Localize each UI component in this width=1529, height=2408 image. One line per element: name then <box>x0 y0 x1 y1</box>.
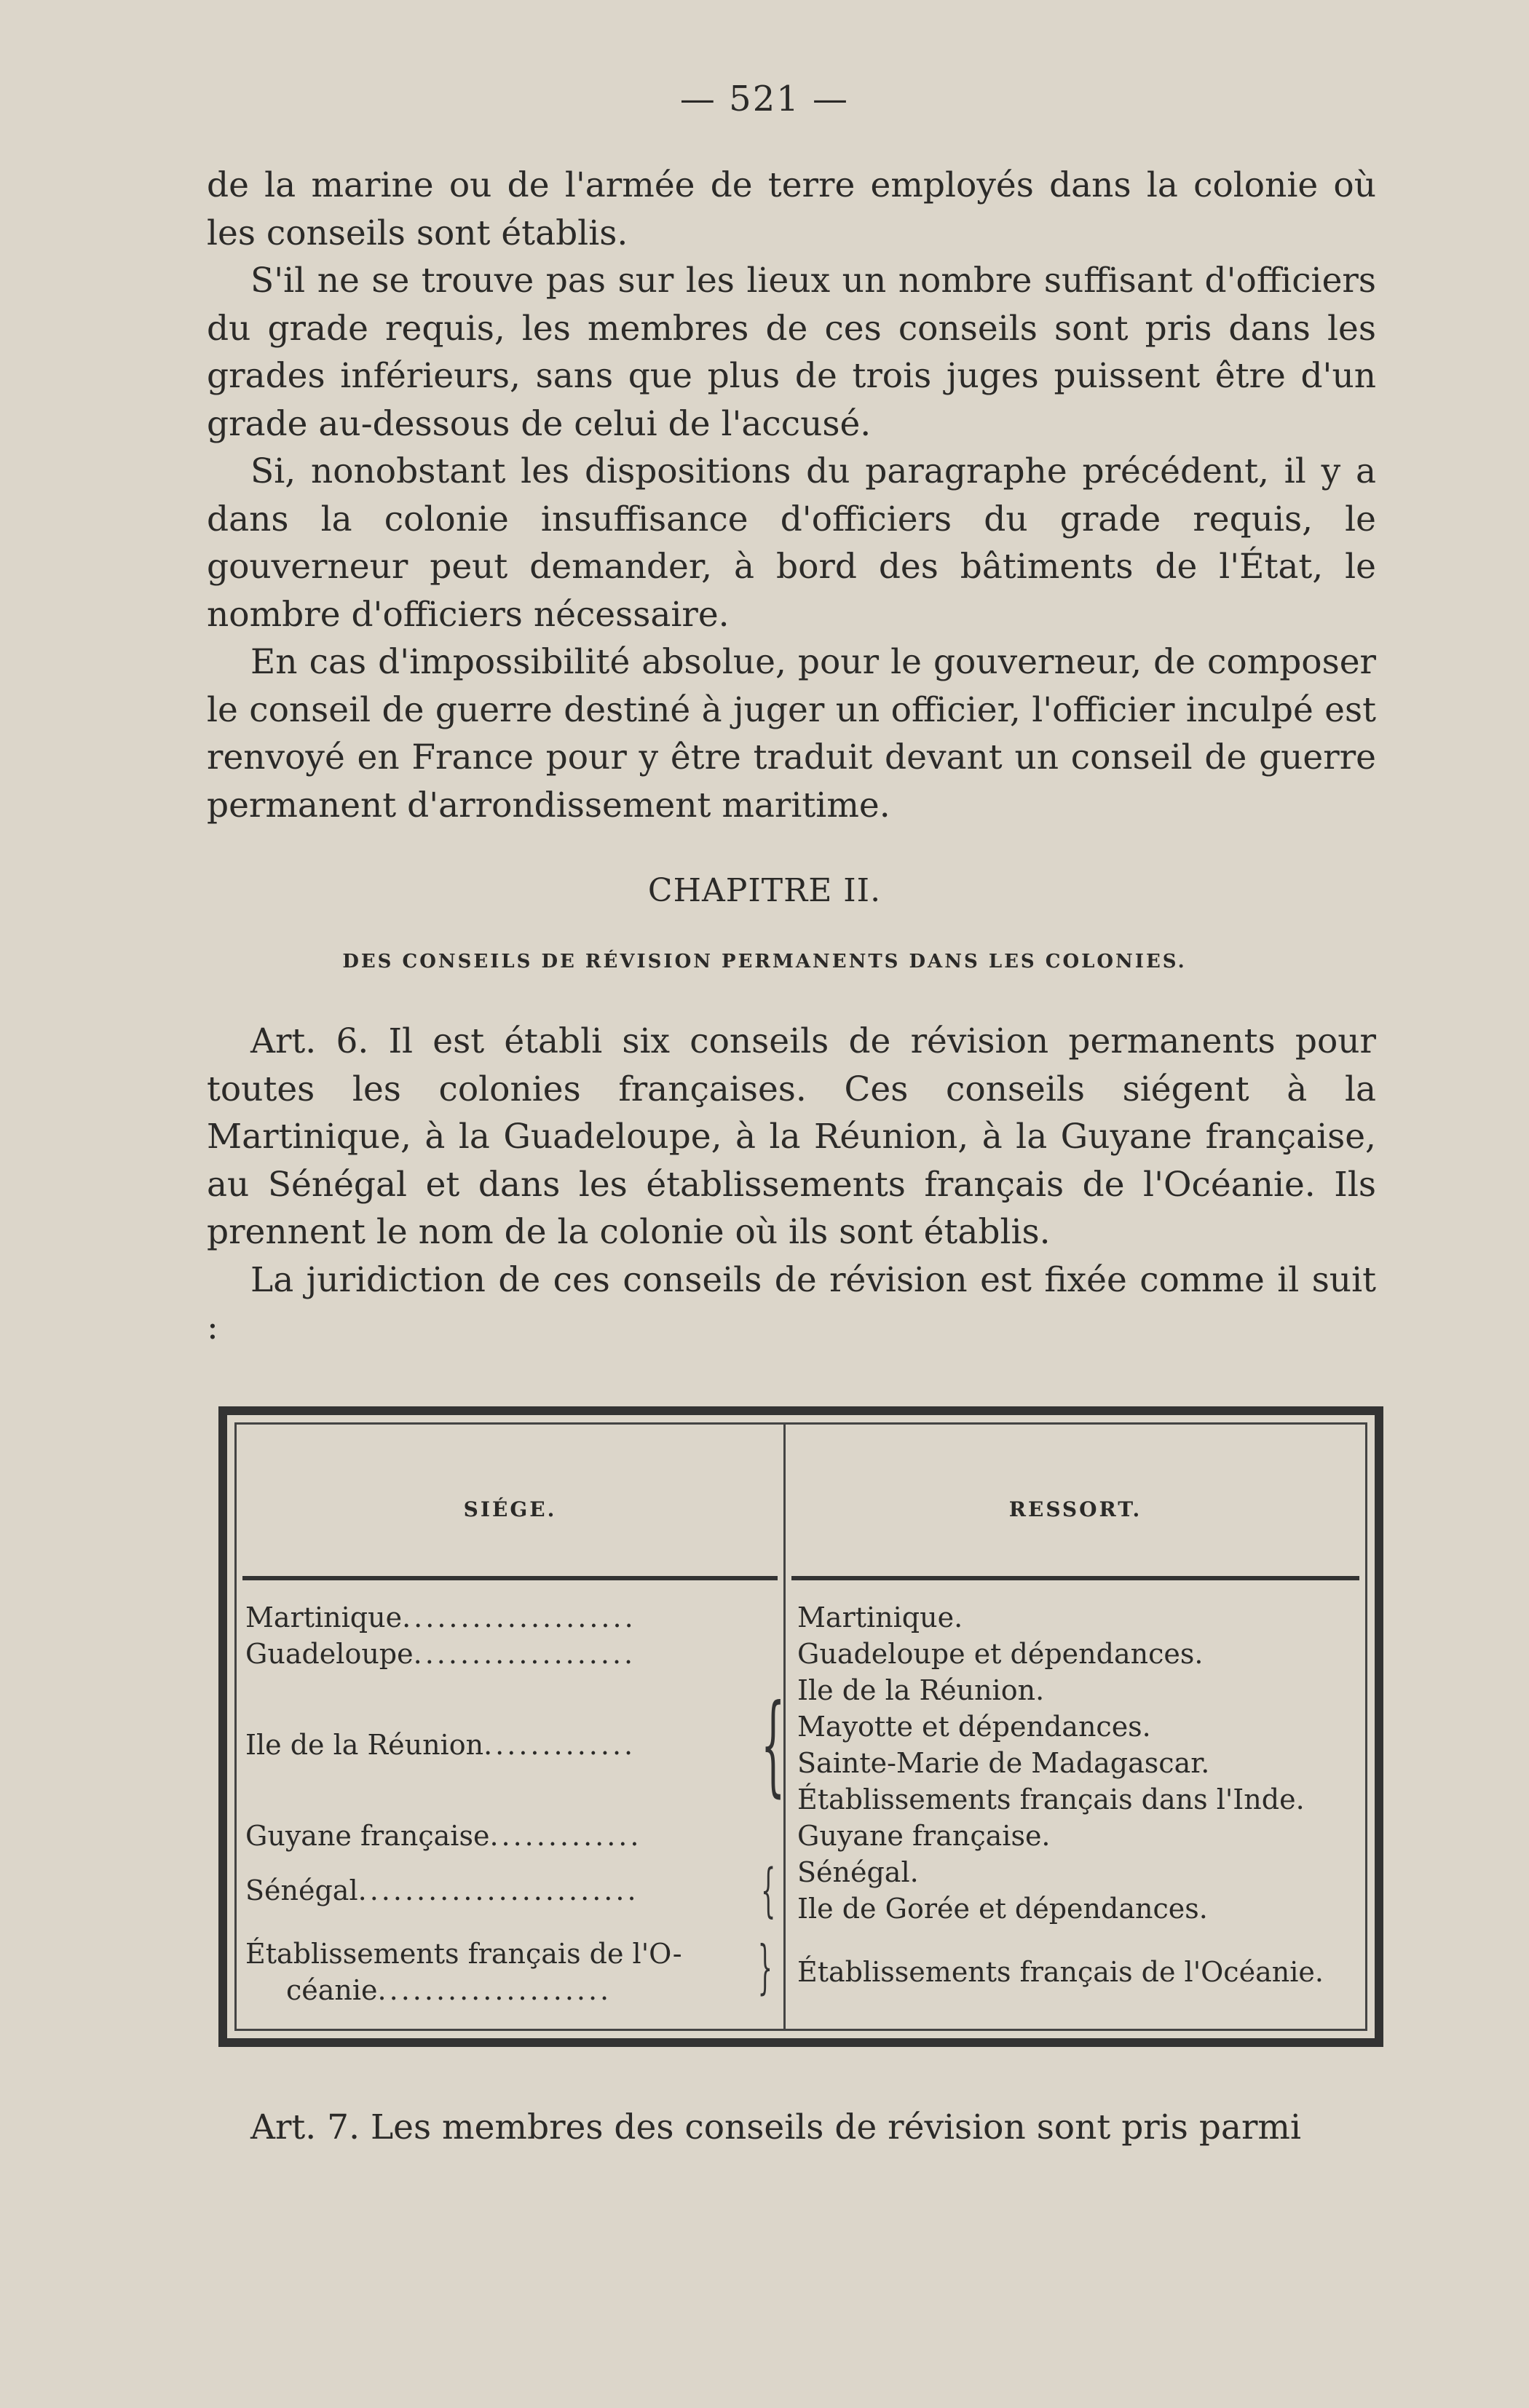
ressort-line: Sénégal. <box>797 1856 919 1888</box>
dot-leader: .................... <box>377 1974 612 2006</box>
brace-icon: { <box>761 1682 786 1808</box>
paragraph: S'il ne se trouve pas sur les lieux un nombre suffisant d'officiers du grade requis, les membres de ces conseils sont pris dans les grades inférieurs, sans que plus de trois juges puissent être d'un grade au-dessous de celui de l'accusé. <box>207 261 1376 444</box>
paragraph: de la marine ou de l'armée de terre employés dans la colonie où les conseils sont établis. <box>207 165 1376 253</box>
ressort-line: Guyane française. <box>797 1820 1051 1852</box>
chapter-subtitle: DES CONSEILS DE RÉVISION PERMANENTS DANS LES COLONIES. <box>342 951 1187 973</box>
siege-name: Ile de la Réunion <box>245 1729 484 1761</box>
ressort-cell <box>797 1599 1365 1636</box>
ressort-line: Martinique. <box>797 1601 963 1633</box>
table-row <box>237 1854 1365 1927</box>
paragraph: La juridiction de ces conseils de révision est fixée comme il suit : <box>207 1259 1376 1347</box>
brace-icon: { <box>761 1856 776 1924</box>
paragraph: Art. 7. Les membres des conseils de révision sont pris parmi <box>250 2107 1302 2147</box>
table-row <box>237 1672 1365 1818</box>
ressort-cell <box>797 1818 1365 1854</box>
dot-leader: .................... <box>402 1601 636 1633</box>
ressort-cell <box>797 1672 1365 1818</box>
siege-name: Guadeloupe <box>245 1638 414 1670</box>
siege-name-cont: céanie <box>286 1974 378 2006</box>
siege-name: Sénégal <box>245 1874 358 1906</box>
jurisdiction-table <box>218 1406 1383 2047</box>
header-rule-right <box>791 1576 1359 1580</box>
ressort-cell <box>797 1854 1365 1927</box>
ressort-line: Guadeloupe et dépendances. <box>797 1638 1204 1670</box>
ressort-cell <box>797 1636 1365 1672</box>
siege-cell <box>245 1599 770 1636</box>
siege-cell <box>245 1818 770 1854</box>
prose-block-1 <box>207 162 1376 829</box>
dot-leader: ........................ <box>357 1874 639 1906</box>
siege-name: Guyane française <box>245 1820 490 1852</box>
dot-leader: ............. <box>483 1729 636 1761</box>
prose-block-2 <box>207 1018 1376 1352</box>
ressort-line: Mayotte et dépendances. <box>797 1711 1151 1743</box>
siege-cell <box>245 1872 770 1909</box>
dot-leader: ................... <box>413 1638 636 1670</box>
siege-name-continued <box>245 1972 770 2008</box>
dot-leader: ............. <box>489 1820 642 1852</box>
ressort-line: Établissements français dans l'Inde. <box>797 1783 1305 1815</box>
siege-cell <box>245 1636 770 1672</box>
header-siege: SIÉGE. <box>463 1497 557 1521</box>
table-inner-border <box>234 1422 1367 2031</box>
siege-name: Établissements français de l'O- <box>245 1938 682 1970</box>
paragraph: Art. 6. Il est établi six conseils de révision permanents pour toutes les colonies françaises. Ces conseils siégent à la Martinique, à la Guadeloupe, à la Réunion, à la Guyane française, au Sénégal et dans les établissements français de l'Océanie. Ils prennent le nom de la colonie où ils sont établis. <box>207 1021 1376 1252</box>
ressort-line: Établissements français de l'Océanie. <box>797 1956 1324 1988</box>
ressort-line: Ile de Gorée et dépendances. <box>797 1893 1208 1925</box>
chapter-title: CHAPITRE II. <box>647 872 882 909</box>
ressort-cell <box>797 1954 1365 1990</box>
brace-icon: { <box>757 1938 773 2006</box>
ressort-line: Ile de la Réunion. <box>797 1674 1045 1706</box>
siege-cell <box>245 1936 770 2008</box>
siege-cell <box>245 1727 770 1763</box>
prose-block-3 <box>207 2104 1376 2152</box>
paragraph: En cas d'impossibilité absolue, pour le gouverneur, de composer le conseil de guerre destiné à juger un officier, l'officier inculpé est renvoyé en France pour y être traduit devant un conseil de guerre permanent d'arrondissement maritime. <box>207 642 1376 825</box>
table-row <box>237 1936 1365 2008</box>
siege-name: Martinique <box>245 1601 403 1633</box>
header-rule-left <box>242 1576 778 1580</box>
ressort-line: Sainte-Marie de Madagascar. <box>797 1747 1210 1779</box>
page-number: — 521 — <box>679 79 850 119</box>
paragraph: Si, nonobstant les dispositions du paragraphe précédent, il y a dans la colonie insuffisance d'officiers du grade requis, le gouverneur peut demander, à bord des bâtiments de l'État, le nombre d'officiers nécessaire. <box>207 451 1376 635</box>
header-ressort: RESSORT. <box>1008 1497 1142 1521</box>
